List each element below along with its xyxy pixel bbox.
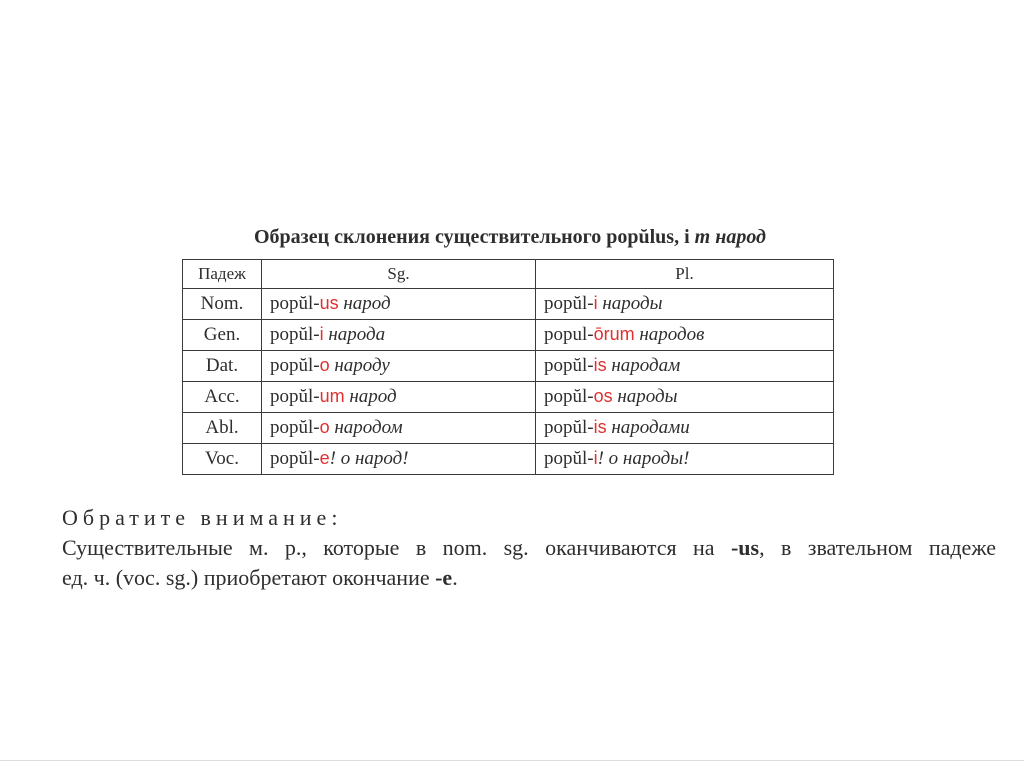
translation: ! о народы! (597, 448, 690, 469)
case-cell (183, 413, 262, 444)
note-text: , в звательном падеже (759, 535, 996, 560)
word-stem: popŭl- (270, 448, 320, 469)
word-stem: popŭl- (544, 386, 594, 407)
ending: i (593, 293, 598, 313)
translation: народом (334, 417, 403, 438)
table-row (183, 413, 834, 444)
translation: народами (611, 417, 690, 438)
translation: народу (334, 355, 390, 376)
note-text: ед. ч. (voc. sg.) приобретают окончание (62, 565, 436, 590)
word-stem: popul- (544, 324, 594, 345)
case-cell (183, 382, 262, 413)
plural-form-cell (536, 351, 834, 382)
ending: e (319, 448, 330, 468)
case-label: Dat. (205, 355, 239, 376)
singular-form-cell (262, 444, 536, 475)
header-singular: Sg. (262, 260, 536, 289)
note-ending-e: -е (435, 565, 453, 590)
ending: us (319, 293, 339, 313)
word-stem: popŭl- (270, 324, 320, 345)
singular-form-cell (262, 289, 536, 320)
case-label: Gen. (203, 324, 241, 345)
note-line-1 (62, 533, 996, 563)
header-plural: Pl. (536, 260, 834, 289)
translation: народам (611, 355, 681, 376)
word-stem: popŭl- (544, 417, 594, 438)
word-stem: popŭl- (544, 448, 594, 469)
case-label: Nom. (200, 293, 244, 314)
translation: народ (343, 293, 391, 314)
note-text: Существительные м. р., которые в nom. sg. оканчиваются на (62, 535, 731, 560)
plural-form-cell (536, 320, 834, 351)
table-header-row (183, 260, 834, 289)
note-body (62, 533, 996, 593)
word-stem: popŭl- (544, 355, 594, 376)
header-case: Падеж (183, 260, 262, 289)
case-label: Acc. (204, 386, 240, 407)
word-stem: popŭl- (270, 386, 320, 407)
ending: o (319, 355, 330, 375)
plural-form-cell (536, 413, 834, 444)
word-stem: popŭl- (270, 355, 320, 376)
title-suffix: m народ (694, 226, 766, 248)
word-stem: popŭl- (270, 417, 320, 438)
translation: ! о народ! (329, 448, 409, 469)
singular-form-cell (262, 320, 536, 351)
singular-form-cell (262, 382, 536, 413)
table-row (183, 382, 834, 413)
ending: um (319, 386, 345, 406)
table-title (180, 226, 840, 249)
case-label: Abl. (205, 417, 239, 438)
translation: народов (639, 324, 705, 345)
bottom-divider (0, 760, 1024, 761)
table-body (183, 289, 834, 475)
case-label: Voc. (205, 448, 239, 469)
translation: народ (349, 386, 397, 407)
singular-form-cell (262, 351, 536, 382)
ending: i (319, 324, 324, 344)
translation: народа (328, 324, 386, 345)
translation: народы (617, 386, 678, 407)
plural-form-cell (536, 444, 834, 475)
note-ending-us: -us (730, 535, 760, 560)
case-cell (183, 444, 262, 475)
case-cell (183, 289, 262, 320)
translation: народы (602, 293, 663, 314)
table-row (183, 444, 834, 475)
note-text: . (452, 565, 458, 590)
table-row (183, 289, 834, 320)
title-prefix: Образец склонения существительного popŭlus, i (254, 226, 690, 248)
ending: ōrum (593, 324, 635, 344)
word-stem: popŭl- (270, 293, 320, 314)
case-cell (183, 320, 262, 351)
word-stem: popŭl- (544, 293, 594, 314)
table-row (183, 351, 834, 382)
declension-table (182, 259, 834, 475)
ending: i (593, 448, 598, 468)
table-row (183, 320, 834, 351)
case-cell (183, 351, 262, 382)
plural-form-cell (536, 382, 834, 413)
ending: is (593, 417, 607, 437)
note-heading: Обратите внимание: (62, 505, 343, 530)
ending: o (319, 417, 330, 437)
plural-form-cell (536, 289, 834, 320)
note-line-2 (62, 563, 996, 593)
ending: is (593, 355, 607, 375)
singular-form-cell (262, 413, 536, 444)
ending: os (593, 386, 613, 406)
